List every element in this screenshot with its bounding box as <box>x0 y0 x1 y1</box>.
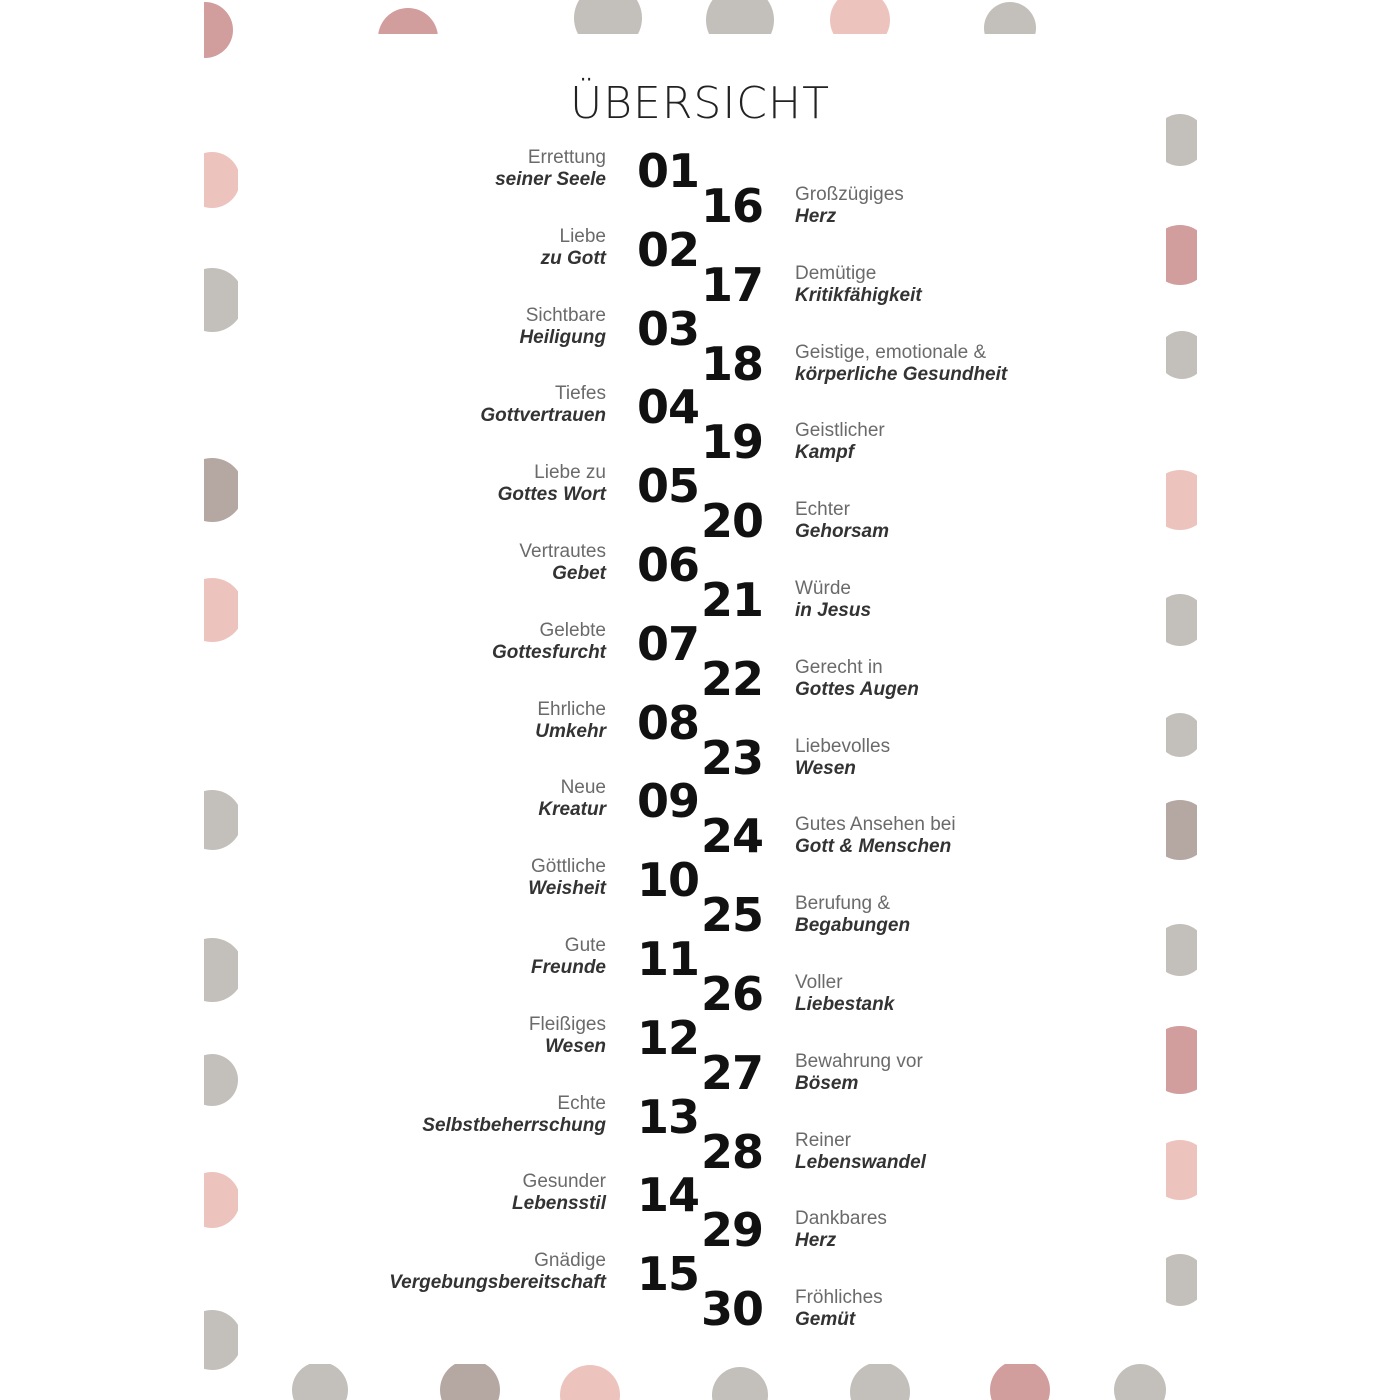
right-entry-label <box>795 1287 883 1331</box>
left-entry-label <box>389 1250 606 1294</box>
decorative-dot <box>712 1367 768 1400</box>
entry-line-1: Gesunder <box>522 1171 606 1193</box>
entry-line-1: Großzügiges <box>795 184 904 205</box>
right-entry-label <box>795 1208 887 1252</box>
right-entry-label <box>795 342 1007 386</box>
entry-number: 24 <box>701 809 764 864</box>
left-entry-label <box>498 462 606 506</box>
entry-line-1: Geistige, emotionale & <box>795 341 987 363</box>
entry-line-2: Herz <box>795 206 837 227</box>
entry-number: 06 <box>637 538 700 592</box>
left-entry-label <box>538 777 606 821</box>
entry-line-2: Wesen <box>795 757 856 779</box>
right-entry-label <box>795 736 890 780</box>
left-entry-label <box>541 226 606 270</box>
decorative-dot <box>204 1310 242 1370</box>
right-entry-label <box>795 499 889 543</box>
right-entry-label <box>795 578 871 622</box>
decorative-dot <box>204 1054 238 1106</box>
decorative-dot <box>850 1362 910 1400</box>
entry-number: 26 <box>701 967 764 1021</box>
entry-number: 14 <box>637 1168 700 1223</box>
decorative-dot <box>990 1360 1050 1400</box>
entry-line-2: Begabungen <box>795 915 911 937</box>
entry-line-2: Bösem <box>795 1072 859 1094</box>
left-entry-label <box>512 1171 606 1215</box>
entry-number: 20 <box>701 494 764 549</box>
entry-line-1: Gelebte <box>539 619 606 641</box>
entry-number: 22 <box>701 651 764 706</box>
entry-number: 11 <box>637 932 700 986</box>
right-entry-label <box>795 263 922 307</box>
entry-line-2: Lebensstil <box>512 1193 606 1215</box>
entry-line-1: Demütige <box>795 262 877 284</box>
left-entry-label <box>531 935 606 979</box>
entry-line-1: Gute <box>564 935 606 956</box>
right-entry-label <box>795 184 904 228</box>
right-entry-label <box>795 657 919 701</box>
entry-line-1: Fleißiges <box>528 1013 606 1035</box>
decorative-dot <box>440 1360 500 1400</box>
entry-line-2: körperliche Gesundheit <box>795 363 1008 385</box>
entry-line-2: Gottesfurcht <box>492 641 606 663</box>
entry-line-2: Liebestank <box>795 994 895 1015</box>
entry-line-1: Sichtbare <box>525 304 606 326</box>
page-title: ÜBERSICHT <box>570 78 830 129</box>
left-entry-label <box>492 620 606 664</box>
entry-number: 01 <box>637 144 700 198</box>
entry-line-1: Voller <box>795 972 843 993</box>
entry-number: 23 <box>701 730 764 785</box>
entry-line-2: Kritikfähigkeit <box>795 284 922 306</box>
entry-line-2: Lebenswandel <box>795 1151 926 1173</box>
entry-line-1: Echte <box>557 1092 606 1114</box>
entry-number: 05 <box>637 459 700 514</box>
entry-line-2: Gottvertrauen <box>480 405 606 427</box>
entry-number: 12 <box>637 1010 700 1065</box>
entry-line-2: Wesen <box>545 1035 606 1057</box>
left-entry-label <box>495 147 606 191</box>
entry-line-1: Würde <box>795 578 851 599</box>
entry-line-1: Bewahrung vor <box>795 1050 923 1072</box>
entry-line-1: Fröhliches <box>795 1287 883 1309</box>
entry-number: 10 <box>637 853 700 908</box>
decorative-dot <box>204 152 240 208</box>
entry-number: 28 <box>701 1124 764 1179</box>
entry-number: 03 <box>637 301 700 356</box>
right-entry-label <box>795 420 885 464</box>
entry-line-2: in Jesus <box>795 600 872 621</box>
left-entry-label <box>422 1093 606 1137</box>
decorative-dot <box>204 2 233 58</box>
entry-number: 29 <box>701 1203 764 1258</box>
entry-line-1: Gerecht in <box>795 656 883 678</box>
entry-line-2: Kreatur <box>538 799 606 821</box>
entry-line-1: Liebevolles <box>795 735 891 757</box>
entry-number: 02 <box>637 222 700 277</box>
entry-line-1: Errettung <box>527 147 606 168</box>
entry-number: 17 <box>701 257 764 312</box>
entry-line-1: Geistlicher <box>795 420 885 442</box>
entry-number: 15 <box>637 1247 700 1302</box>
entry-line-1: Echter <box>795 499 850 521</box>
entry-number: 19 <box>701 415 764 470</box>
entry-number: 09 <box>637 774 700 829</box>
decorative-dot <box>204 790 242 850</box>
entry-number: 25 <box>701 888 764 943</box>
left-entry-label <box>528 856 606 900</box>
entry-line-2: Vergebungsbereitschaft <box>389 1272 606 1294</box>
entry-number: 16 <box>701 179 764 233</box>
entry-line-1: Dankbares <box>795 1208 887 1230</box>
right-entry-label <box>795 1051 923 1095</box>
entry-line-1: Gnädige <box>534 1250 606 1272</box>
entry-number: 21 <box>701 573 764 627</box>
left-entry-label <box>519 305 606 349</box>
entry-number: 18 <box>701 336 764 391</box>
entry-line-1: Gutes Ansehen bei <box>795 814 956 836</box>
entry-line-2: Gehorsam <box>795 521 889 543</box>
entry-line-1: Neue <box>560 777 606 799</box>
left-entry-label <box>535 699 606 743</box>
decorative-dot <box>1114 1364 1166 1400</box>
entry-number: 27 <box>701 1045 764 1100</box>
decorative-dot <box>560 1365 620 1400</box>
entry-line-1: Ehrliche <box>537 698 606 720</box>
entry-line-2: Freunde <box>531 957 606 978</box>
entry-line-2: Gebet <box>552 563 606 584</box>
decorative-dot <box>204 1172 240 1228</box>
left-entry-label <box>480 383 606 427</box>
entry-line-1: Reiner <box>795 1129 851 1151</box>
left-entry-label <box>519 541 606 585</box>
entry-number: 08 <box>637 695 700 750</box>
entry-line-2: Gottes Augen <box>795 678 919 700</box>
entry-line-1: Berufung & <box>795 893 891 915</box>
entry-line-2: Gott & Menschen <box>795 836 952 858</box>
left-entry-label <box>529 1014 606 1058</box>
entry-line-2: zu Gott <box>540 247 606 269</box>
entry-line-2: Gemüt <box>795 1309 856 1331</box>
entry-line-2: Kampf <box>795 442 855 464</box>
entry-number: 04 <box>637 380 700 435</box>
right-entry-label <box>795 893 910 937</box>
entry-number: 13 <box>637 1089 700 1144</box>
right-entry-label <box>795 972 894 1016</box>
entry-line-1: Tiefes <box>554 383 606 405</box>
decorative-dot <box>292 1362 348 1400</box>
entry-line-2: Umkehr <box>535 720 606 742</box>
entry-line-1: Liebe <box>559 225 606 247</box>
entry-line-2: Gottes Wort <box>497 484 606 506</box>
entry-line-1: Göttliche <box>531 856 606 878</box>
entry-line-2: Herz <box>795 1230 837 1252</box>
entry-line-2: Selbstbeherrschung <box>422 1114 606 1136</box>
right-entry-label <box>795 814 956 858</box>
entry-line-2: Weisheit <box>528 878 606 900</box>
entry-line-1: Liebe zu <box>534 462 606 484</box>
right-entry-label <box>795 1130 926 1174</box>
entry-number: 30 <box>701 1282 764 1337</box>
entry-line-1: Vertrautes <box>519 541 606 562</box>
entry-line-2: Heiligung <box>519 326 606 348</box>
entry-line-2: seiner Seele <box>495 169 606 190</box>
entry-number: 07 <box>637 616 700 671</box>
